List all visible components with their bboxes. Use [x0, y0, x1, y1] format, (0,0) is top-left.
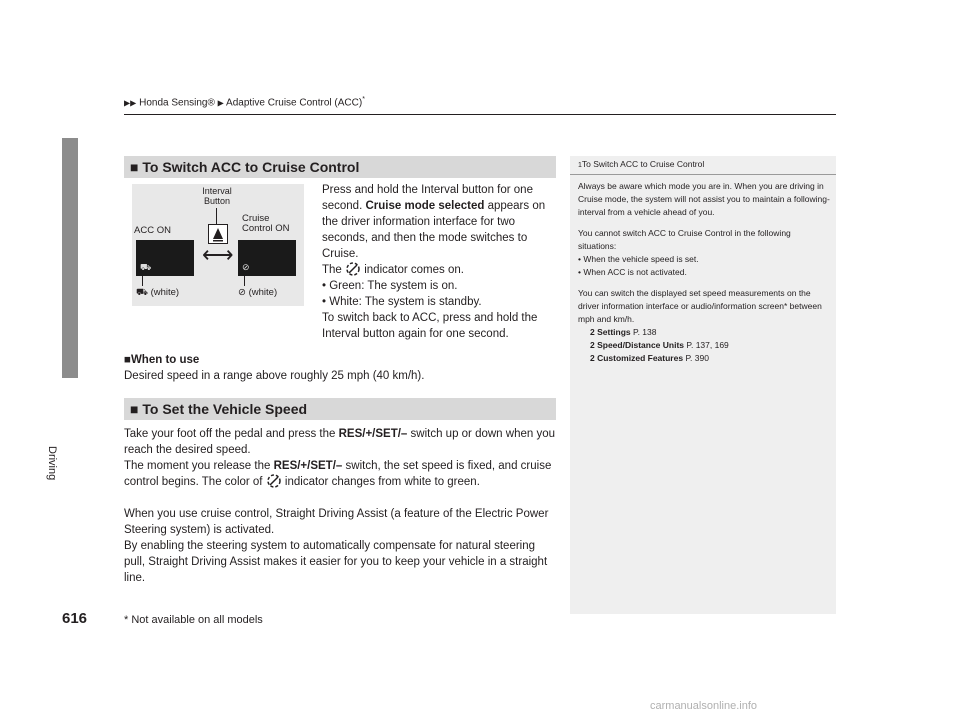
watermark: carmanualsonline.info — [650, 700, 758, 712]
note-p1: Always be aware which mode you are in. When you are driving in Cruise mode, the system will not assist you to maintain a following-interval from a vehicle ahead of you. — [578, 181, 830, 217]
note-refs — [578, 326, 830, 365]
note-b1: • When the vehicle speed is set. — [578, 254, 699, 264]
ref-settings[interactable]: 2 Settings P. 138 — [590, 327, 657, 337]
cruise-icon: ⊘ — [242, 262, 250, 272]
asterisk: * — [362, 96, 365, 103]
when-to-use: ■When to use Desired speed in a range above roughly 25 mph (40 km/h). — [124, 354, 425, 382]
cruise-icon: ⊘ — [238, 287, 246, 298]
car-icon: ⛟ — [140, 262, 152, 272]
note-title: 1To Switch ACC to Cruise Control — [578, 159, 705, 169]
square-bullet-icon: ■ — [124, 354, 131, 366]
car-icon: ⛟ — [136, 287, 148, 298]
breadcrumb-part-2: Adaptive Cruise Control (ACC) — [226, 97, 363, 109]
interval-button-icon — [208, 224, 228, 244]
ref-units[interactable]: 2 Speed/Distance Units P. 137, 169 — [590, 340, 729, 350]
cruise-indicator-icon — [266, 474, 282, 488]
breadcrumb — [124, 96, 365, 108]
side-label: Driving — [46, 446, 58, 481]
interval-button-label: Interval Button — [202, 186, 232, 206]
section-heading-set-speed — [124, 398, 556, 420]
section1-text: Press and hold the Interval button for one second. Cruise mode selected appears on the driver information interface for two seconds, and then the mode switches to Cruise. The indicator comes on. • Green: The system is on. • White: The system is standby. To switch back to ACC, press and hold the Interval button again for one second. — [322, 184, 546, 340]
breadcrumb-part-1: Honda Sensing® — [139, 97, 215, 109]
square-bullet-icon: ■ — [130, 159, 139, 175]
triangle-icon: ▶▶ — [124, 98, 137, 108]
note-b2: • When ACC is not activated. — [578, 267, 687, 277]
cruise-screen — [238, 240, 296, 276]
double-arrow-icon: ⟷ — [202, 242, 234, 267]
note-number: 1 — [578, 162, 582, 169]
acc-on-label: ACC ON — [134, 225, 171, 236]
mode-diagram — [132, 184, 304, 306]
section-heading-text: To Switch ACC to Cruise Control — [142, 159, 360, 175]
cruise-on-label: Cruise Control ON — [242, 213, 290, 234]
section-heading-text: To Set the Vehicle Speed — [142, 401, 308, 417]
side-tab — [62, 138, 78, 378]
note-p3: You can switch the displayed set speed measurements on the driver information interface or audio/information screen* between mph and km/h. — [578, 288, 822, 324]
note-panel — [570, 156, 836, 614]
page-number: 616 — [62, 610, 88, 627]
ref-customized[interactable]: 2 Customized Features P. 390 — [590, 353, 709, 363]
acc-screen — [136, 240, 194, 276]
footnote: * Not available on all models — [124, 614, 263, 626]
triangle-icon: ▶ — [217, 98, 224, 108]
square-bullet-icon: ■ — [130, 401, 139, 417]
note-p2: You cannot switch ACC to Cruise Control in the following situations: — [578, 228, 791, 251]
section2-text: Take your foot off the pedal and press the RES/+/SET/– switch up or down when you reach the desired speed. The moment you release the RES/+/SET/– switch, the set speed is fixed, and cruise control begins. The color of indicator changes from white to green. When you use cruise control, Straight Driving Assist (a feature of the Electric Power Steering system) is activated. By enabling the steering system to automatically compensate for natural steering pull, Straight Driving Assist makes it easier for you to keep your vehicle in a straight line. — [124, 428, 555, 584]
cruise-indicator-icon — [345, 262, 361, 276]
white-right: ⊘ (white) — [238, 287, 278, 298]
section-heading-switch — [124, 156, 556, 178]
white-left: ⛟ (white) — [136, 287, 180, 298]
header-rule — [124, 114, 836, 115]
